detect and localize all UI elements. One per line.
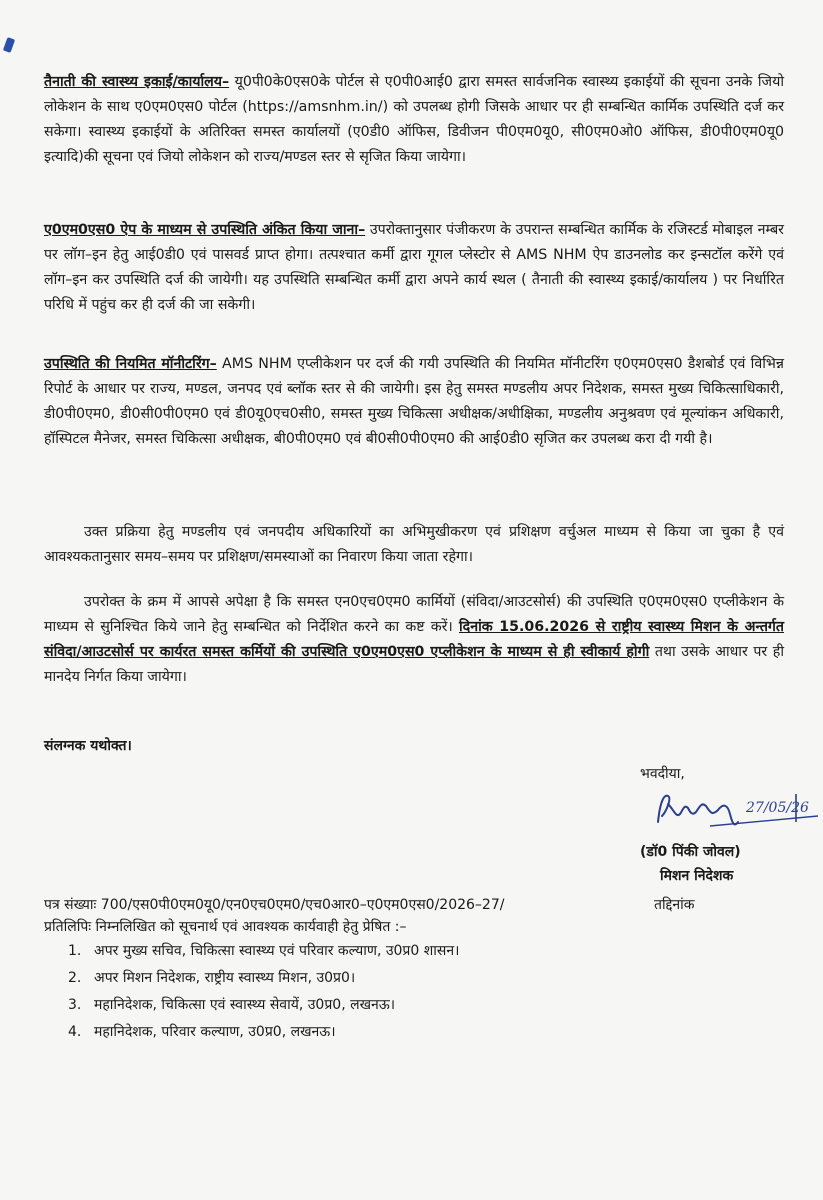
section-heading: तैनाती की स्वास्थ्य इकाई/कार्यालय– xyxy=(44,74,230,90)
section-work-unit xyxy=(44,70,784,170)
list-item: 1. अपर मुख्य सचिव, चिकित्सा स्वास्थ्य एवं परिवार कल्याण, उ0प्र0 शासन। xyxy=(68,943,460,959)
handwritten-signature xyxy=(650,782,820,838)
section-heading: ए0एम0एस0 ऐप के माध्यम से उपस्थिति अंकित किया जाना– xyxy=(44,222,366,238)
section-body: AMS NHM एप्लीकेशन पर दर्ज की गयी उपस्थिति की नियमित मॉनीटरिंग ए0एम0एस0 डैशबोर्ड एवं विभिन्न रिपोर्ट के आधार पर राज्य, मण्डल, जनपद एवं ब्लॉक स्तर से की जायेगी। इस हेतु समस्त मण्डलीय अपर निदेशक, समस्त मुख्य चिकित्साधिकारी, डी0पी0एम0, डी0सी0पी0एम0 एवं डी0यू0एच0सी0, समस्त मुख्य चिकित्सा अधीक्षक/अधीक्षिका, मण्डलीय अनुश्रवण एवं मूल्यांकन अधिकारी, हॉस्पिटल मैनेजर, समस्त चिकित्सा अधीक्षक, बी0पी0एम0 एवं बी0सी0पी0एम0 की आई0डी0 सृजित कर उपलब्ध करा दी गयी है। xyxy=(44,356,784,447)
signatory-name: (डॉ0 पिंकी जोवल) xyxy=(640,844,741,860)
list-item: 3. महानिदेशक, चिकित्सा एवं स्वास्थ्य सेवायें, उ0प्र0, लखनऊ। xyxy=(68,997,396,1013)
section-heading: उपस्थिति की नियमित मॉनीटरिंग– xyxy=(44,356,217,372)
section-body: उपरोक्तानुसार पंजीकरण के उपरान्त सम्बन्धित कार्मिक के रजिस्टर्ड मोबाइल नम्बर पर लॉग–इन हेतु आई0डी0 एवं पासवर्ड प्राप्त होगा। तत्पश्चात कर्मी द्वारा गूगल प्लेस्टोर से AMS NHM ऐप डाउनलोड कर इन्सटॉल करेंगे एवं लॉग–इन कर उपस्थिति दर्ज की जायेगी। यह उपस्थिति सम्बन्धित कर्मी द्वारा अपने कार्य स्थल ( तैनाती की स्वास्थ्य इकाई/कार्यालय ) पर निर्धारित परिधि में पहुंच कर ही दर्ज की जा सकेगी। xyxy=(44,222,784,313)
same-date-label: तद्दिनांक xyxy=(654,897,695,913)
list-item: 4. महानिदेशक, परिवार कल्याण, उ0प्र0, लखनऊ। xyxy=(68,1024,336,1040)
enclosure-note: संलग्नक यथोक्त। xyxy=(44,738,132,754)
closing-salutation: भवदीया, xyxy=(640,766,685,782)
request-text-end: तथा उसके आधार पर ही मानदेय निर्गत किया जायेगा। xyxy=(44,644,784,685)
effective-date-notice: दिनांक 15.06.2026 से राष्ट्रीय स्वास्थ्य मिशन के अन्तर्गत संविदा/आउटसोर्स पर कार्यरत समस्त कर्मियों की उपस्थिति ए0एम0एस0 एप्लीकेशन के माध्यम से ही स्वीकार्य होगी xyxy=(44,619,784,660)
letter-number: पत्र संख्याः 700/एस0पी0एम0यू0/एन0एच0एम0/एच0आर0–ए0एम0एस0/2026–27/ xyxy=(44,897,505,913)
signature-date: 27/05/26 xyxy=(746,800,809,816)
request-paragraph xyxy=(44,590,784,690)
section-body: यू0पी0के0एस0के पोर्टल से ए0पी0आई0 द्वारा समस्त सार्वजनिक स्वास्थ्य इकाईयों की सूचना उनके जियो लोकेशन के साथ ए0एम0एस0 पोर्टल (https://amsnhm.in/) को उपलब्ध होगी जिसके आधार पर ही सम्बन्धित कार्मिक उपस्थिति दर्ज कर सकेगा। स्वास्थ्य इकाईयों के अतिरिक्त समस्त कार्यालयों (ए0डी0 ऑफिस, डिवीजन पी0एम0यू0, सी0एम0ओ0 ऑफिस, डी0पी0एम0यू0 इत्यादि)की सूचना एवं जियो लोकेशन को राज्य/मण्डल स्तर से सृजित किया जायेगा। xyxy=(44,74,784,165)
section-monitoring xyxy=(44,352,784,452)
signatory-designation: मिशन निदेशक xyxy=(660,868,734,884)
request-text: उपरोक्त के क्रम में आपसे अपेक्षा है कि समस्त एन0एच0एम0 कार्मियों (संविदा/आउटसोर्स) की उपस्थिति ए0एम0एस0 एप्लीकेशन के माध्यम से सुनिश्चित किये जाने हेतु सम्बन्धित को निर्देशित करने का कष्ट करें। xyxy=(44,594,784,635)
copy-intro: प्रतिलिपिः निम्नलिखित को सूचनार्थ एवं आवश्यक कार्यवाही हेतु प्रेषित :– xyxy=(44,919,407,935)
copy-list xyxy=(68,938,459,1046)
training-paragraph: उक्त प्रक्रिया हेतु मण्डलीय एवं जनपदीय अधिकारियों का अभिमुखीकरण एवं प्रशिक्षण वर्चुअल माध्यम से किया जा चुका है एवं आवश्यकतानुसार समय–समय पर प्रशिक्षण/समस्याओं का निवारण किया जाता रहेगा। xyxy=(44,524,784,565)
pen-mark xyxy=(3,37,15,53)
list-item: 2. अपर मिशन निदेशक, राष्ट्रीय स्वास्थ्य मिशन, उ0प्र0। xyxy=(68,970,356,986)
section-app-attendance xyxy=(44,218,784,318)
